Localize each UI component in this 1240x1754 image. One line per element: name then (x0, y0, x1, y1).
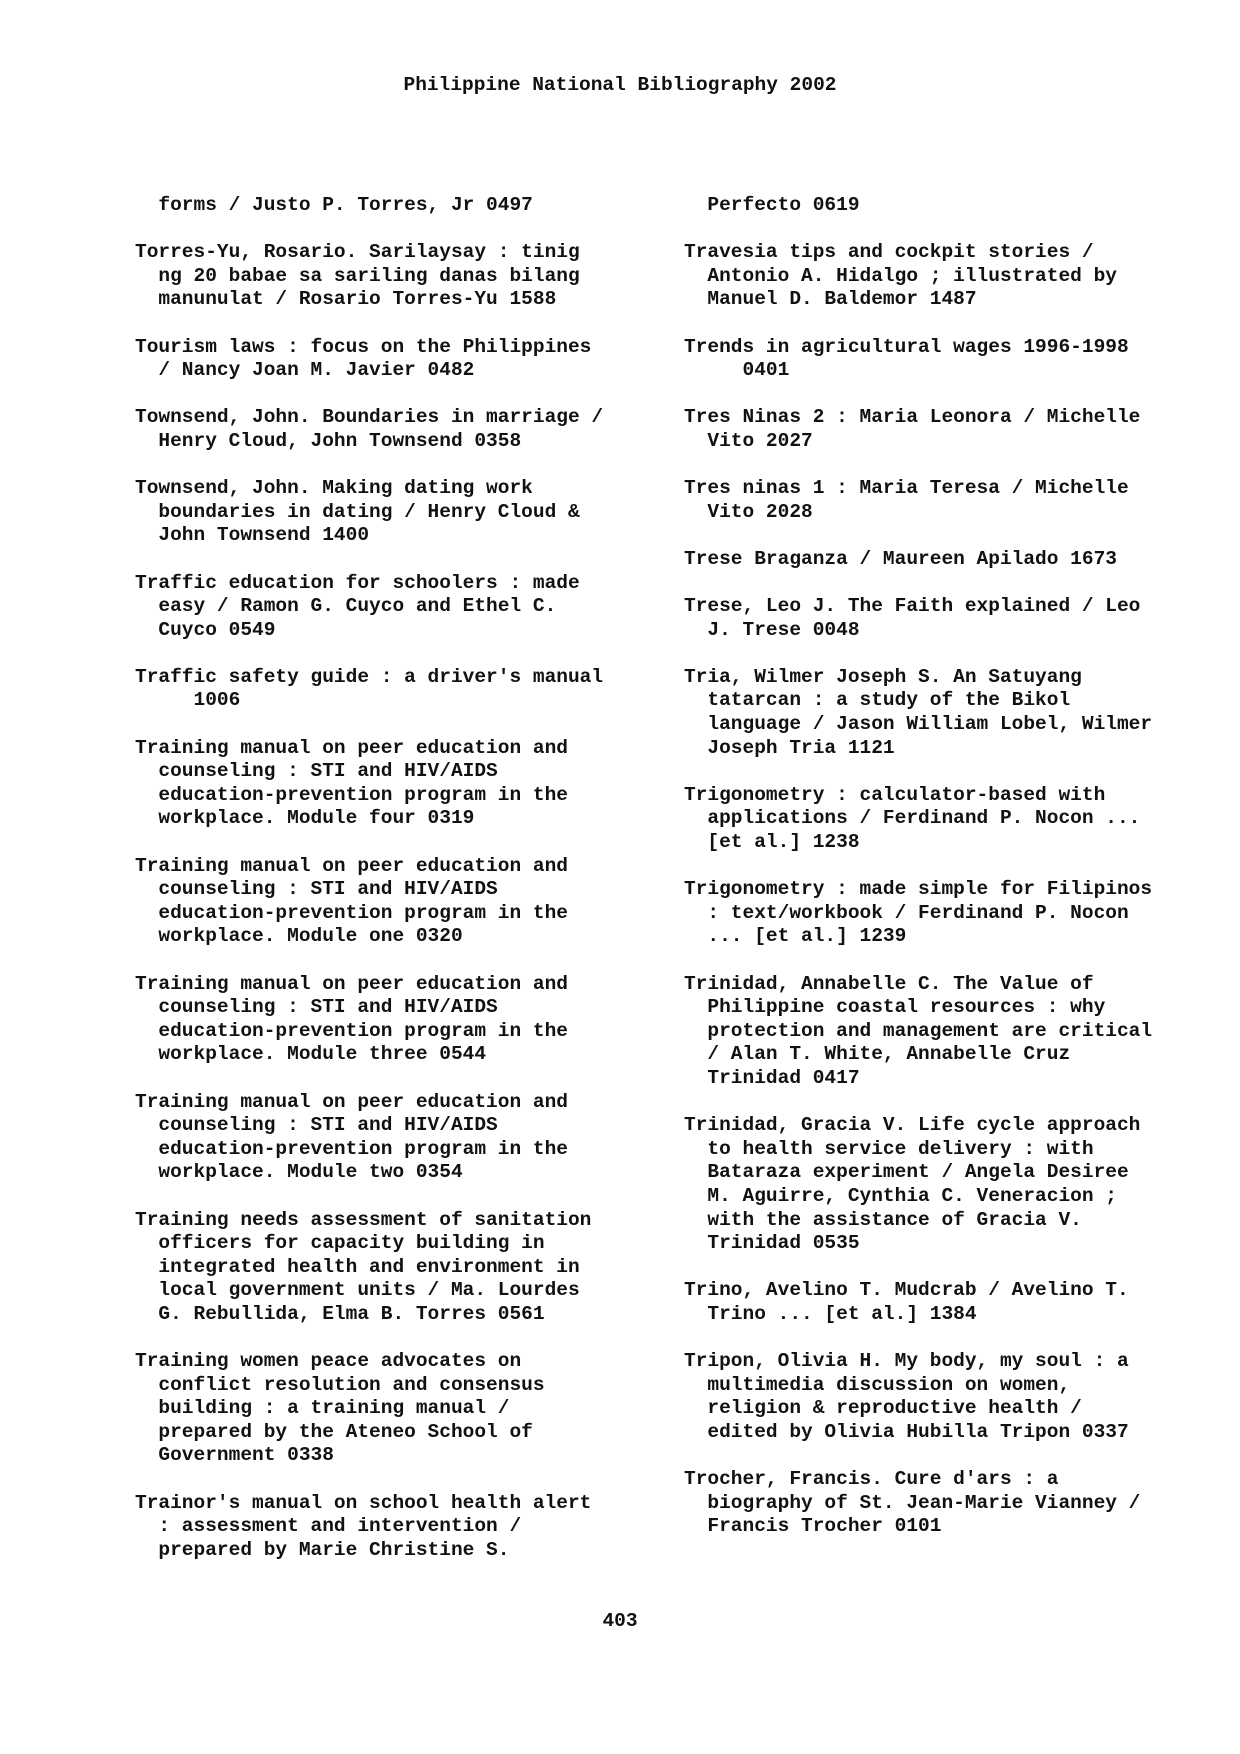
bibliography-entry (135, 336, 655, 383)
entry-line: multimedia discussion on women, (684, 1373, 1071, 1396)
entry-line: workplace. Module one 0320 (135, 925, 463, 948)
left-column (135, 194, 655, 1586)
entry-line: conflict resolution and consensus (135, 1373, 545, 1396)
entry-line: 0401 (684, 359, 790, 382)
entry-line: Francis Trocher 0101 (684, 1515, 942, 1538)
entry-line: prepared by the Ateneo School of (135, 1420, 533, 1443)
entry-line: Trigonometry : made simple for Filipinos (684, 878, 1153, 901)
entry-line: Trinidad 0535 (684, 1232, 860, 1255)
bibliography-entry (135, 241, 655, 312)
entry-line: : text/workbook / Ferdinand P. Nocon (684, 901, 1129, 924)
entry-line: 1006 (135, 689, 241, 712)
bibliography-entry (684, 1279, 1204, 1326)
entry-line: Tripon, Olivia H. My body, my soul : a (684, 1350, 1129, 1373)
bibliography-entry (684, 1114, 1204, 1256)
entry-line: [et al.] 1238 (684, 831, 860, 854)
bibliography-entry (684, 666, 1204, 760)
page-header: Philippine National Bibliography 2002 (403, 74, 837, 96)
entry-line: Trigonometry : calculator-based with (684, 783, 1106, 806)
bibliography-entry (684, 878, 1204, 949)
entry-line: education-prevention program in the (135, 1019, 568, 1042)
entry-line: Training manual on peer education and (135, 736, 568, 759)
entry-line: Traffic safety guide : a driver's manual (135, 665, 604, 688)
bibliography-entry (684, 406, 1204, 453)
entry-line: building : a training manual / (135, 1397, 510, 1420)
entry-line: Government 0338 (135, 1444, 334, 1467)
entry-line: counseling : STI and HIV/AIDS (135, 878, 498, 901)
entry-line: protection and management are critical (684, 1019, 1153, 1042)
bibliography-entry (135, 406, 655, 453)
entry-line: Training manual on peer education and (135, 972, 568, 995)
entry-line: Trinidad, Gracia V. Life cycle approach (684, 1114, 1141, 1137)
bibliography-entry (684, 336, 1204, 383)
entry-line: Trese Braganza / Maureen Apilado 1673 (684, 547, 1117, 570)
bibliography-entry (684, 477, 1204, 524)
entry-line: Tres ninas 1 : Maria Teresa / Michelle (684, 477, 1129, 500)
bibliography-entry (135, 666, 655, 713)
entry-line: Tres Ninas 2 : Maria Leonora / Michelle (684, 406, 1141, 429)
entry-line: Trino ... [et al.] 1384 (684, 1302, 977, 1325)
entry-line: Trends in agricultural wages 1996-1998 (684, 335, 1129, 358)
entry-line: Vito 2028 (684, 500, 813, 523)
entry-line: Henry Cloud, John Townsend 0358 (135, 429, 522, 452)
entry-line: Townsend, John. Boundaries in marriage / (135, 406, 604, 429)
entry-line: J. Trese 0048 (684, 618, 860, 641)
bibliography-entry (135, 1209, 655, 1327)
entry-line: Trese, Leo J. The Faith explained / Leo (684, 595, 1141, 618)
bibliography-entry (684, 1350, 1204, 1444)
entry-line: Joseph Tria 1121 (684, 736, 895, 759)
entry-line: Torres-Yu, Rosario. Sarilaysay : tinig (135, 241, 580, 264)
entry-line: M. Aguirre, Cynthia C. Veneracion ; (684, 1184, 1117, 1207)
entry-line: officers for capacity building in (135, 1232, 545, 1255)
entry-line: John Townsend 1400 (135, 524, 370, 547)
bibliography-entry (684, 595, 1204, 642)
entry-line: easy / Ramon G. Cuyco and Ethel C. (135, 595, 557, 618)
bibliography-entry (684, 241, 1204, 312)
entry-line: workplace. Module four 0319 (135, 807, 475, 830)
entry-line: Training women peace advocates on (135, 1350, 522, 1373)
entry-line: Training manual on peer education and (135, 1090, 568, 1113)
entry-line: education-prevention program in the (135, 783, 568, 806)
entry-line: Cuyco 0549 (135, 618, 276, 641)
entry-line: Training needs assessment of sanitation (135, 1208, 592, 1231)
entry-line: tatarcan : a study of the Bikol (684, 689, 1071, 712)
entry-line: Philippine coastal resources : why (684, 996, 1106, 1019)
bibliography-entry (135, 1350, 655, 1468)
entry-line: education-prevention program in the (135, 1137, 568, 1160)
entry-line: Trocher, Francis. Cure d'ars : a (684, 1468, 1059, 1491)
entry-line: Antonio A. Hidalgo ; illustrated by (684, 264, 1117, 287)
entry-line: Trinidad, Annabelle C. The Value of (684, 972, 1094, 995)
entry-line: Trainor's manual on school health alert (135, 1491, 592, 1514)
entry-line: edited by Olivia Hubilla Tripon 0337 (684, 1420, 1129, 1443)
entry-line: local government units / Ma. Lourdes (135, 1279, 580, 1302)
entry-line: Traffic education for schoolers : made (135, 571, 580, 594)
entry-line: counseling : STI and HIV/AIDS (135, 1114, 498, 1137)
entry-line: integrated health and environment in (135, 1255, 580, 1278)
entry-line: Vito 2027 (684, 429, 813, 452)
bibliography-entry (684, 973, 1204, 1091)
page-number: 403 (602, 1610, 638, 1632)
bibliography-entry (135, 477, 655, 548)
bibliography-entry (135, 572, 655, 643)
entry-line: ... [et al.] 1239 (684, 925, 907, 948)
entry-line: education-prevention program in the (135, 901, 568, 924)
bibliography-entry (684, 194, 1204, 218)
bibliography-entry (135, 737, 655, 831)
entry-line: Training manual on peer education and (135, 854, 568, 877)
entry-line: Tourism laws : focus on the Philippines (135, 335, 592, 358)
entry-line: to health service delivery : with (684, 1137, 1094, 1160)
entry-line: Tria, Wilmer Joseph S. An Satuyang (684, 665, 1082, 688)
entry-line: biography of St. Jean-Marie Vianney / (684, 1491, 1141, 1514)
entry-line: Manuel D. Baldemor 1487 (684, 288, 977, 311)
entry-line: workplace. Module three 0544 (135, 1043, 487, 1066)
entry-line: : assessment and intervention / (135, 1515, 522, 1538)
entry-line: / Alan T. White, Annabelle Cruz (684, 1043, 1071, 1066)
entry-line: workplace. Module two 0354 (135, 1161, 463, 1184)
entry-line: with the assistance of Gracia V. (684, 1208, 1082, 1231)
entry-line: manunulat / Rosario Torres-Yu 1588 (135, 288, 557, 311)
entry-line: G. Rebullida, Elma B. Torres 0561 (135, 1302, 545, 1325)
bibliography-entry (135, 194, 655, 218)
entry-line: Trinidad 0417 (684, 1066, 860, 1089)
entry-line: Trino, Avelino T. Mudcrab / Avelino T. (684, 1279, 1129, 1302)
bibliography-entry (135, 1492, 655, 1563)
entry-line: religion & reproductive health / (684, 1397, 1082, 1420)
bibliography-entry (135, 1091, 655, 1185)
entry-line: language / Jason William Lobel, Wilmer (684, 713, 1153, 736)
entry-line: ng 20 babae sa sariling danas bilang (135, 264, 580, 287)
bibliography-entry (684, 1468, 1204, 1539)
entry-line: Perfecto 0619 (684, 194, 860, 216)
entry-line: Bataraza experiment / Angela Desiree (684, 1161, 1129, 1184)
entry-line: counseling : STI and HIV/AIDS (135, 996, 498, 1019)
right-column (684, 194, 1204, 1562)
entry-line: forms / Justo P. Torres, Jr 0497 (135, 194, 533, 216)
entry-line: Travesia tips and cockpit stories / (684, 241, 1094, 264)
bibliography-entry (135, 855, 655, 949)
bibliography-entry (684, 548, 1204, 572)
bibliography-entry (684, 784, 1204, 855)
entry-line: applications / Ferdinand P. Nocon ... (684, 807, 1141, 830)
entry-line: / Nancy Joan M. Javier 0482 (135, 359, 475, 382)
entry-line: Townsend, John. Making dating work (135, 477, 533, 500)
entry-line: prepared by Marie Christine S. (135, 1538, 510, 1561)
entry-line: counseling : STI and HIV/AIDS (135, 760, 498, 783)
bibliography-entry (135, 973, 655, 1067)
entry-line: boundaries in dating / Henry Cloud & (135, 500, 580, 523)
